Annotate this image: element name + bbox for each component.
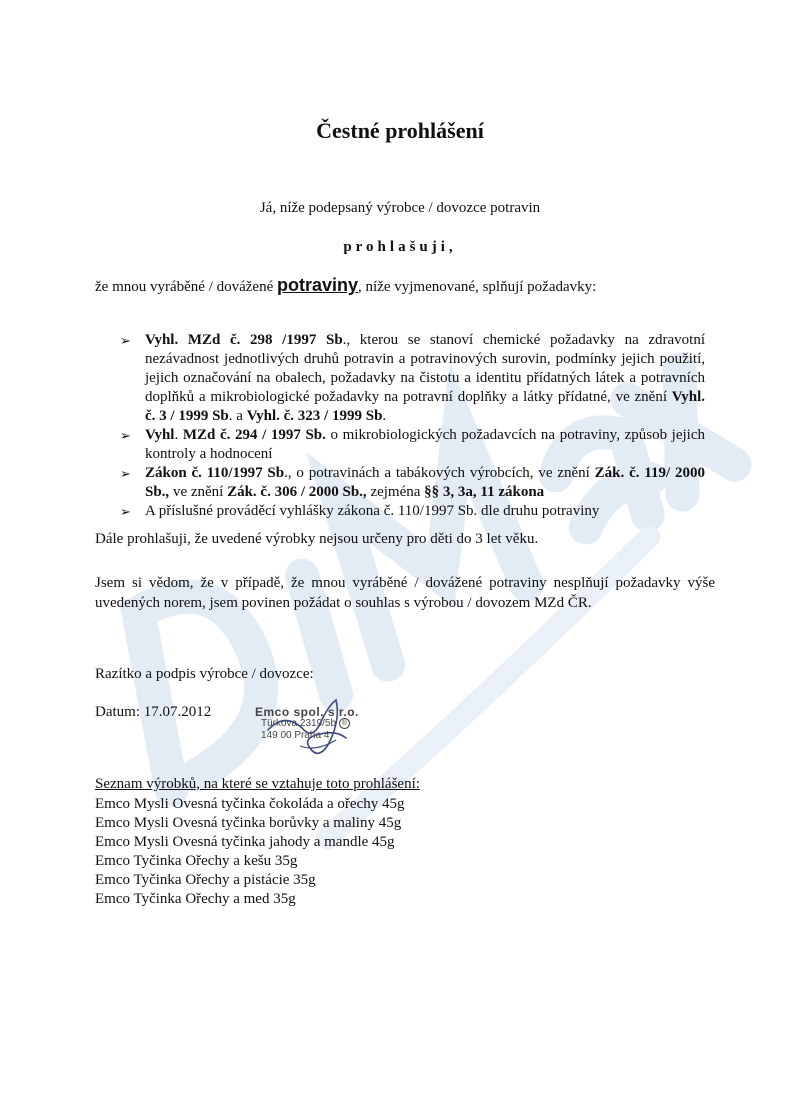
product-item: Emco Tyčinka Ořechy a med 35g: [95, 891, 296, 907]
lead-highlight: potraviny: [277, 275, 359, 295]
regulation-text-segment: Zák. č. 119/ 2000 Sb.,: [145, 465, 705, 500]
regulation-text-segment: ve znění: [169, 484, 228, 500]
page-title: Čestné prohlášení: [316, 118, 484, 143]
regulation-item: [120, 426, 705, 464]
arrow-bullet-icon: ➢: [120, 333, 131, 348]
regulation-text-segment: zejména: [366, 484, 425, 500]
date-line: Datum: 17.07.2012: [95, 704, 212, 720]
declaration-word: prohlašuji,: [343, 239, 457, 255]
regulation-text-segment: Vyhl. č. 3 / 1999 Sb: [145, 389, 705, 424]
stamp-label: Razítko a podpis výrobce / dovozce:: [95, 666, 314, 682]
stamp-city: 149 00 Praha 4: [261, 730, 330, 742]
regulation-item: [120, 502, 705, 521]
regulation-text-segment: Zákon č. 110/1997 Sb: [145, 465, 285, 481]
regulation-list: [120, 331, 705, 521]
regulation-text-segment: MZd č. 294 / 1997 Sb.: [182, 427, 326, 443]
product-item: Emco Mysli Ovesná tyčinka čokoláda a ořechy 45g: [95, 796, 405, 812]
arrow-bullet-icon: ➢: [120, 466, 131, 481]
intro-line: Já, níže podepsaný výrobce / dovozce potravin: [259, 200, 541, 216]
product-item: Emco Tyčinka Ořechy a pistácie 35g: [95, 872, 316, 888]
regulation-text-segment: .: [382, 408, 387, 424]
regulation-text-segment: ., kterou se stanoví chemické požadavky na zdravotní nezávadnost jednotlivých druhů potravin a potravinových surovin, podmínky jejich použití, jejich označování na obalech, požadavky na čistotu a identitu přídatných látek a potravních doplňků a mikrobiologické požadavky na potravní doplňky a látky přídatné, ve znění: [145, 332, 706, 405]
product-list: [95, 795, 405, 909]
regulation-text-segment: . a: [228, 408, 247, 424]
age-statement: Dále prohlašuji, že uvedené výrobky nejsou určeny pro děti do 3 let věku.: [95, 531, 539, 547]
lead-after: , níže vyjmenované, splňují požadavky:: [358, 279, 597, 295]
regulation-text-segment: ., o potravinách a tabákových výrobcích, ve znění: [284, 465, 595, 481]
regulation-text-segment: Vyhl. MZd č. 298 /1997 Sb: [145, 332, 343, 348]
signature: [240, 690, 380, 770]
products-heading: Seznam výrobků, na které se vztahuje toto prohlášení:: [95, 776, 420, 792]
regulation-text-segment: .: [174, 427, 183, 443]
lead-sentence: [95, 275, 715, 296]
stamp-street: Türkova 2319/5b ®: [255, 718, 365, 730]
regulation-item: [120, 331, 705, 426]
product-item: Emco Mysli Ovesná tyčinka jahody a mandle 45g: [95, 834, 395, 850]
lead-before: že mnou vyráběné / dovážené: [95, 279, 274, 295]
awareness-statement: Jsem si vědom, že v případě, že mnou vyráběné / dovážené potraviny nesplňují požadavky výše uvedených norem, jsem povinen požádat o souhlas s výrobou / dovozem MZd ČR.: [95, 575, 715, 611]
arrow-bullet-icon: ➢: [120, 504, 131, 519]
regulation-text-segment: Vyhl. č. 323 / 1999 Sb: [246, 408, 383, 424]
product-item: Emco Tyčinka Ořechy a kešu 35g: [95, 853, 298, 869]
arrow-bullet-icon: ➢: [120, 428, 131, 443]
regulation-text-segment: §§ 3, 3a, 11 zákona: [424, 484, 545, 500]
stamp-company: Emco spol. s r.o.: [255, 705, 359, 719]
regulation-text-segment: Zák. č. 306 / 2000 Sb.,: [227, 484, 367, 500]
regulation-text-segment: A příslušné prováděcí vyhlášky zákona č. 110/1997 Sb. dle druhu potraviny: [145, 503, 600, 519]
product-item: Emco Mysli Ovesná tyčinka borůvky a maliny 45g: [95, 815, 402, 831]
regulation-text-segment: o mikrobiologických požadavcích na potraviny, způsob jejich kontroly a hodnocení: [145, 427, 705, 462]
regulation-item: [120, 464, 705, 502]
regulation-text-segment: Vyhl: [145, 427, 175, 443]
